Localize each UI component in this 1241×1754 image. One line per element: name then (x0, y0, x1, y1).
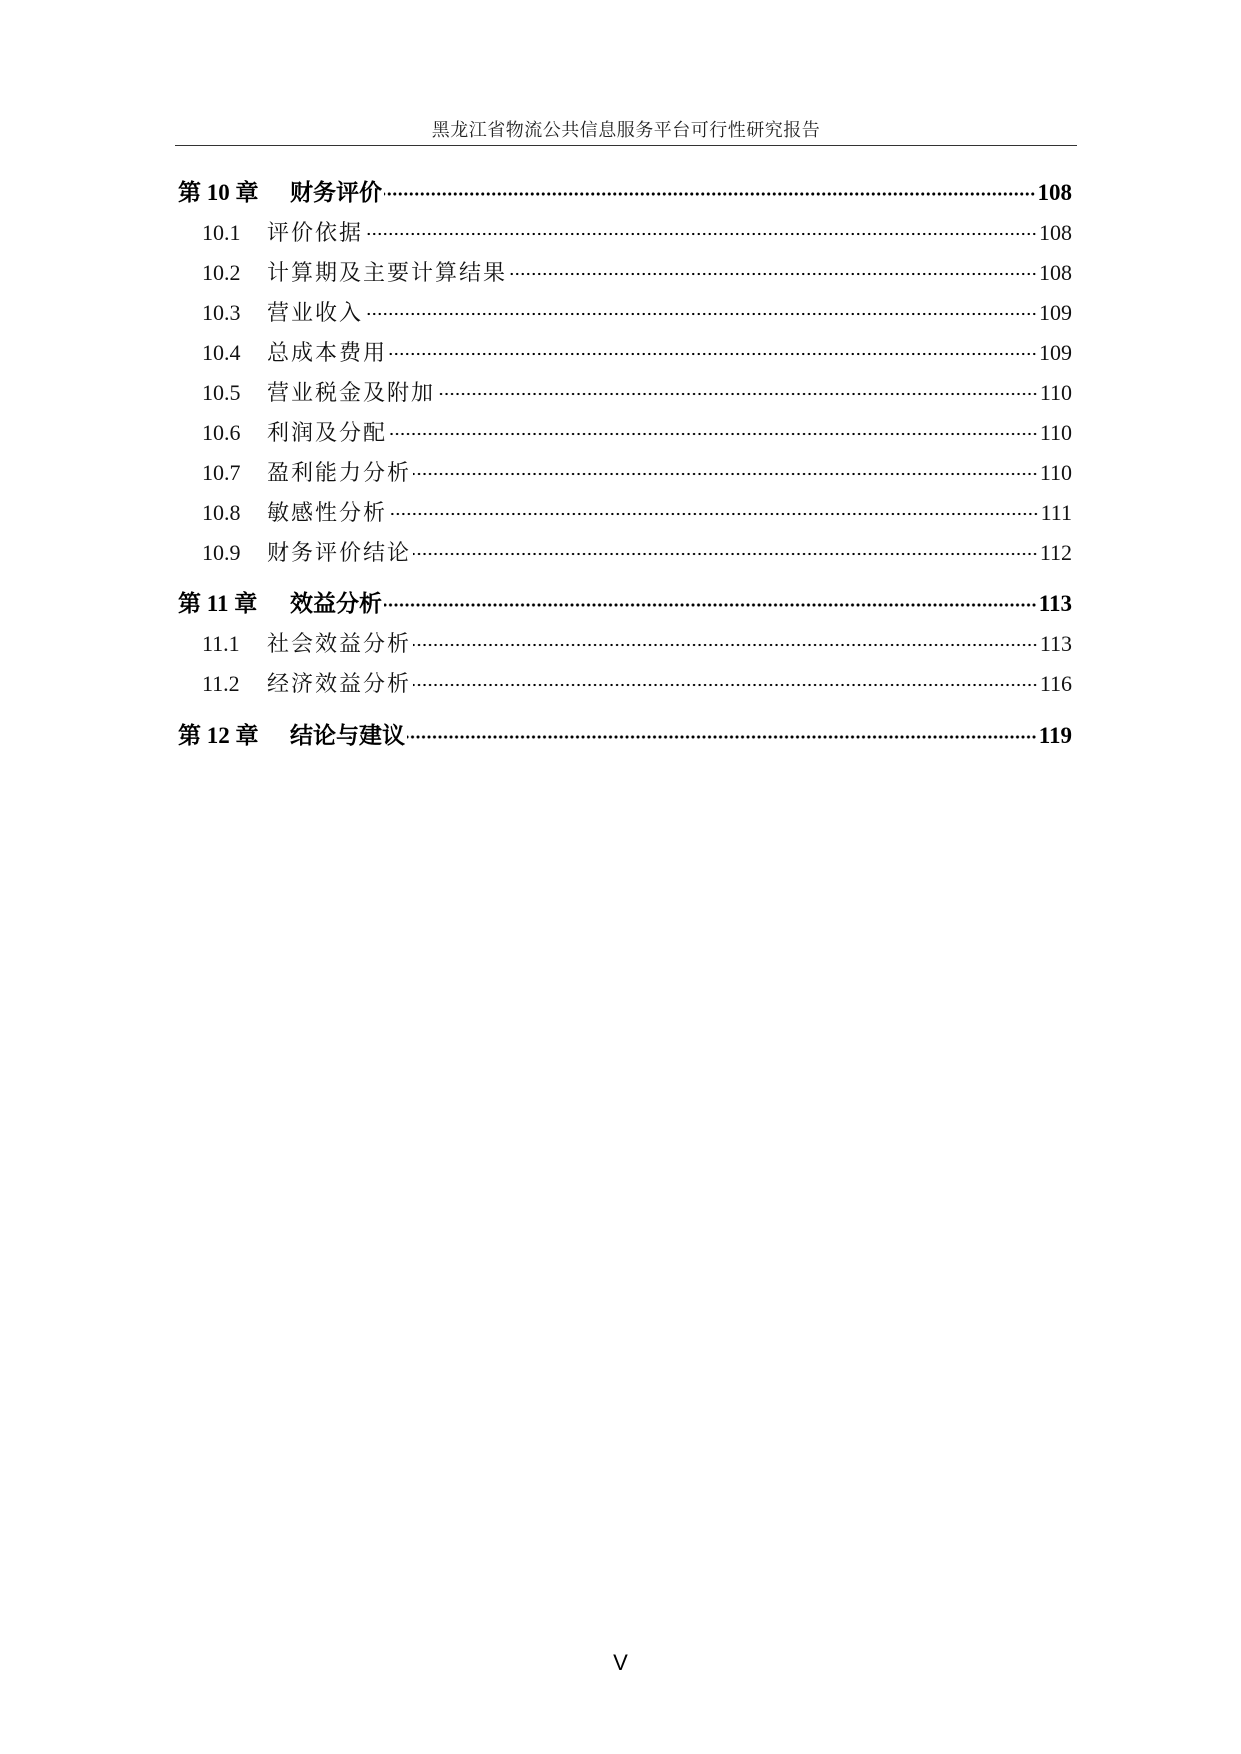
toc-entry-page: 119 (1038, 723, 1072, 748)
toc-entry-title: 营业收入 (267, 300, 364, 325)
document-title: 黑龙江省物流公共信息服务平台可行性研究报告 (431, 120, 821, 140)
toc-chapter-11[interactable] (178, 587, 1072, 621)
toc-section-10-7[interactable] (202, 456, 1072, 490)
toc-dot-leader (437, 392, 1038, 396)
toc-section-10-5[interactable] (202, 376, 1072, 410)
toc-entry-page: 112 (1039, 540, 1072, 565)
toc-entry-page: 113 (1038, 591, 1072, 616)
toc-entry-title: 财务评价结论 (267, 540, 412, 565)
toc-dot-leader (384, 192, 1036, 196)
toc-section-11-1[interactable] (202, 627, 1072, 661)
toc-section-10-1[interactable] (202, 216, 1072, 250)
toc-entry-number: 10.8 (202, 500, 241, 525)
toc-dot-leader (413, 552, 1038, 556)
toc-entry-number: 10.5 (202, 380, 241, 405)
toc-entry-number: 第 11 章 (178, 591, 258, 616)
toc-entry-number: 第 12 章 (178, 723, 259, 748)
toc-entry-number: 10.1 (202, 220, 241, 245)
toc-entry-page: 108 (1039, 220, 1072, 245)
toc-entry-title: 计算期及主要计算结果 (267, 260, 508, 285)
toc-entry-number: 第 10 章 (178, 180, 259, 205)
toc-entry-page: 116 (1039, 671, 1072, 696)
toc-entry-title: 总成本费用 (267, 340, 388, 365)
toc-entry-title: 经济效益分析 (267, 671, 412, 696)
toc-entry-number: 10.9 (202, 540, 241, 565)
toc-chapter-10[interactable] (178, 176, 1072, 210)
toc-dot-leader (389, 512, 1039, 516)
toc-dot-leader (389, 352, 1037, 356)
toc-entry-page: 109 (1039, 340, 1072, 365)
toc-entry-title: 结论与建议 (290, 723, 405, 748)
toc-section-10-4[interactable] (202, 336, 1072, 370)
toc-entry-page: 113 (1039, 631, 1072, 656)
toc-dot-leader (365, 232, 1037, 236)
page-number: V (613, 1650, 628, 1675)
toc-entry-page: 110 (1039, 460, 1072, 485)
toc-entry-page: 111 (1040, 500, 1072, 525)
toc-dot-leader (407, 735, 1037, 739)
toc-entry-number: 11.1 (202, 631, 240, 656)
toc-dot-leader (384, 603, 1037, 607)
toc-entry-number: 11.2 (202, 671, 240, 696)
toc-entry-page: 109 (1039, 300, 1072, 325)
toc-dot-leader (509, 272, 1037, 276)
toc-dot-leader (413, 472, 1038, 476)
toc-dot-leader (413, 683, 1038, 687)
toc-entry-title: 敏感性分析 (267, 500, 388, 525)
toc-entry-page: 108 (1037, 180, 1072, 205)
toc-entry-number: 10.6 (202, 420, 241, 445)
toc-entry-page: 110 (1039, 420, 1072, 445)
toc-section-10-8[interactable] (202, 496, 1072, 530)
toc-entry-page: 110 (1039, 380, 1072, 405)
toc-entry-title: 营业税金及附加 (267, 380, 436, 405)
toc-entry-number: 10.4 (202, 340, 241, 365)
header-divider (175, 145, 1077, 146)
toc-section-10-3[interactable] (202, 296, 1072, 330)
toc-entry-title: 财务评价 (290, 180, 382, 205)
toc-entry-number: 10.3 (202, 300, 241, 325)
toc-chapter-12[interactable] (178, 719, 1072, 753)
toc-entry-title: 评价依据 (267, 220, 364, 245)
toc-entry-number: 10.7 (202, 460, 241, 485)
toc-section-10-2[interactable] (202, 256, 1072, 290)
toc-entry-title: 盈利能力分析 (267, 460, 412, 485)
toc-dot-leader (413, 643, 1038, 647)
toc-entry-page: 108 (1039, 260, 1072, 285)
toc-entry-number: 10.2 (202, 260, 241, 285)
toc-dot-leader (389, 432, 1038, 436)
toc-section-10-9[interactable] (202, 536, 1072, 570)
toc-dot-leader (365, 312, 1037, 316)
toc-section-11-2[interactable] (202, 667, 1072, 701)
toc-section-10-6[interactable] (202, 416, 1072, 450)
toc-entry-title: 利润及分配 (267, 420, 388, 445)
toc-entry-title: 社会效益分析 (267, 631, 412, 656)
toc-entry-title: 效益分析 (290, 591, 382, 616)
